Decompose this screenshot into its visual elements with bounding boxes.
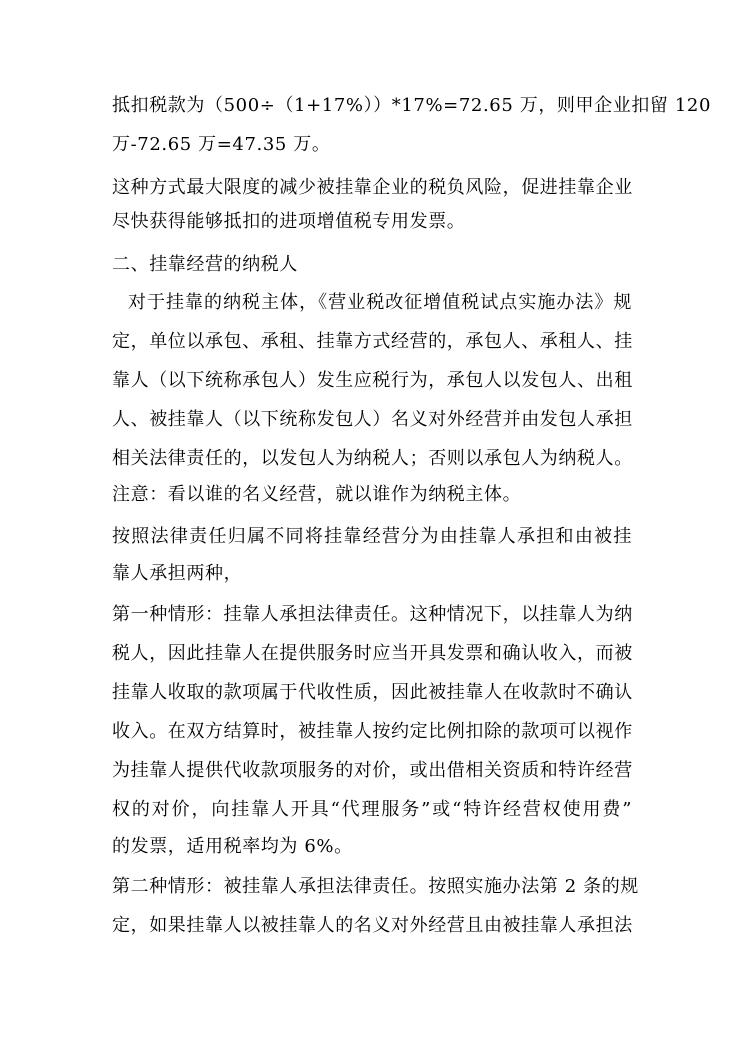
text-line: 权的对价，向挂靠人开具“代理服务”或“特许经营权使用费” (112, 799, 632, 820)
text-line: 对于挂靠的纳税主体，《营业税改征增值税试点实施办法》规 (128, 292, 632, 313)
text-line: 为挂靠人提供代收款项服务的对价，或出借相关资质和特许经营 (112, 760, 633, 781)
text-line: 靠人承担两种， (112, 563, 243, 584)
text-line: 挂靠人收取的款项属于代收性质，因此被挂靠人在收款时不确认 (112, 682, 633, 703)
text-line: 按照法律责任归属不同将挂靠经营分为由挂靠人承担和由被挂 (112, 526, 632, 547)
text-line: 税人，因此挂靠人在提供服务时应当开具发票和确认收入，而被 (112, 643, 633, 664)
text-line: 人、被挂靠人（以下统称发包人）名义对外经营并由发包人承担 (112, 409, 633, 430)
text-line: 抵扣税款为（500÷（1+17%））*17%=72.65 万，则甲企业扣留 120 (112, 95, 711, 116)
text-line: 万-72.65 万=47.35 万。 (112, 134, 331, 155)
text-line: 定，单位以承包、承租、挂靠方式经营的，承包人、承租人、挂 (112, 331, 633, 352)
text-line: 的发票，适用税率均为 6%。 (112, 836, 353, 857)
note-line: 注意：看以谁的名义经营，就以谁作为纳税主体。 (112, 484, 522, 505)
text-line: 靠人（以下统称承包人）发生应税行为，承包人以发包人、出租 (112, 370, 633, 391)
text-line: 第二种情形：被挂靠人承担法律责任。按照实施办法第 2 条的规 (112, 876, 639, 897)
text-line: 定，如果挂靠人以被挂靠人的名义对外经营且由被挂靠人承担法 (112, 915, 633, 936)
section-heading: 二、挂靠经营的纳税人 (112, 254, 298, 275)
text-line: 收入。在双方结算时，被挂靠人按约定比例扣除的款项可以视作 (112, 721, 633, 742)
text-line: 尽快获得能够抵扣的进项增值税专用发票。 (112, 211, 466, 232)
text-line: 第一种情形：挂靠人承担法律责任。这种情况下，以挂靠人为纳 (112, 604, 633, 625)
text-line: 相关法律责任的，以发包人为纳税人；否则以承包人为纳税人。 (112, 448, 633, 469)
text-line: 这种方式最大限度的减少被挂靠企业的税负风险，促进挂靠企业 (112, 177, 633, 198)
